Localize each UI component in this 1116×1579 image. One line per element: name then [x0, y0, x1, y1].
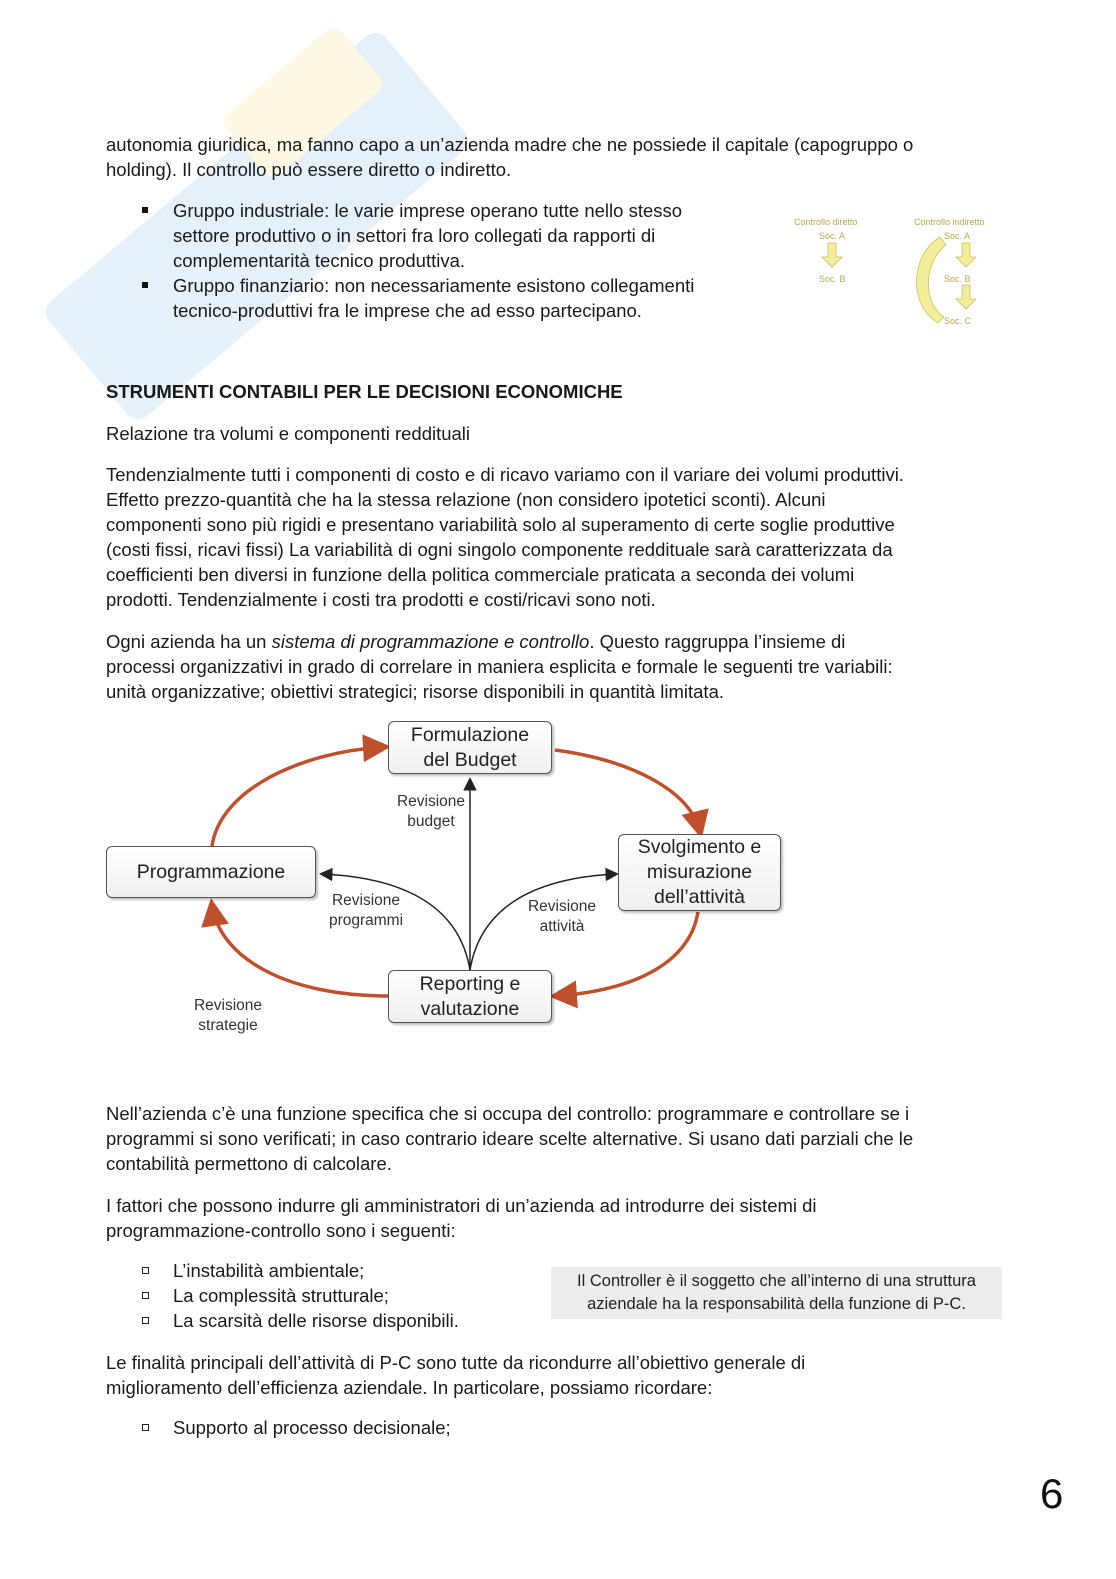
para5-line-1: Le finalità principali dell’attività di P-C sono tutte da ricondurre all’obiettivo generale di	[106, 1352, 806, 1373]
para2-line-3: unità organizzative; obiettivi strategici; risorse disponibili in quantità limitata.	[106, 681, 724, 702]
aims-list	[106, 1415, 706, 1440]
reporting-box: Reporting e valutazione	[388, 970, 552, 1023]
indirect-soc-b: Soc. B	[944, 274, 971, 284]
control-arrows	[790, 225, 1010, 335]
list-item: Gruppo industriale: le varie imprese operano tutte nello stesso settore produttivo o in settori fra loro collegati da rapporti di complementarità tecnico produttiva.	[106, 198, 766, 273]
indirect-soc-c: Soc. C	[944, 316, 972, 326]
direct-soc-a: Soc. A	[819, 231, 846, 241]
para1-line-3: componenti sono più rigidi e presentano variabilità solo al superamento di certe soglie produttive	[106, 514, 895, 535]
label-revisione-strategie: Revisione strategie	[193, 997, 263, 1034]
para1-line-1: Tendenzialmente tutti i componenti di costo e di ricavo variamo con il variare dei volumi produttivi.	[106, 464, 904, 485]
programmazione-box: Programmazione	[106, 846, 316, 898]
label-revisione-budget: Revisione budget	[396, 793, 466, 830]
direct-control-title: Controllo diretto	[794, 217, 858, 227]
intro-line-1: autonomia giuridica, ma fanno capo a un’azienda madre che ne possiede il capitale (capogruppo o	[106, 134, 914, 155]
indirect-control-title: Controllo indiretto	[914, 217, 985, 227]
list-item: Gruppo finanziario: non necessariamente esistono collegamenti tecnico-produttivi fra le imprese che ad esso partecipano.	[106, 273, 766, 323]
para2-line-2: processi organizzativi in grado di correlare in maniera esplicita e formale le seguenti tre variabili:	[106, 656, 893, 677]
section-heading: STRUMENTI CONTABILI PER LE DECISIONI ECONOMICHE	[106, 381, 623, 402]
budget-box: Formulazione del Budget	[388, 721, 552, 774]
label-revisione-attivita: Revisione attività	[527, 898, 597, 935]
group-list	[106, 198, 766, 323]
subheading: Relazione tra volumi e componenti reddituali	[106, 423, 471, 444]
factors-list	[106, 1258, 546, 1333]
arc-budget-svolg	[555, 750, 700, 832]
para3-line-1: Nell’azienda c’è una funzione specifica che si occupa del controllo: programmare e controllare se i	[106, 1103, 910, 1124]
para3-line-2: programmi si sono verificati; in caso contrario ideare scelte alternative. Si usano dati parziali che le	[106, 1128, 914, 1149]
para1-line-5: coefficienti ben diversi in funzione della politica commerciale praticata a seconda dei volumi	[106, 564, 855, 585]
controller-note: Il Controller è il soggetto che all’interno di una struttura aziendale ha la responsabilità della funzione di P-C.	[551, 1267, 1002, 1319]
para4-line-2: programmazione-controllo sono i seguenti:	[106, 1220, 456, 1241]
para5-line-2: miglioramento dell’efficienza aziendale. In particolare, possiamo ricordare:	[106, 1377, 713, 1398]
list-item: La scarsità delle risorse disponibili.	[106, 1308, 546, 1333]
list-item: Supporto al processo decisionale;	[106, 1415, 706, 1440]
svolgimento-box: Svolgimento e misurazione dell’attività	[618, 834, 781, 911]
page-number: 6	[1040, 1470, 1064, 1517]
para2-line-1: Ogni azienda ha un sistema di programmazione e controllo. Questo raggruppa l’insieme di	[106, 631, 846, 652]
para1-line-4: (costi fissi, ricavi fissi) La variabilità di ogni singolo componente reddituale sarà caratterizzata da	[106, 539, 893, 560]
intro-line-2: holding). Il controllo può essere diretto o indiretto.	[106, 159, 512, 180]
arc-prog-budget	[212, 747, 384, 846]
term-italic: sistema di programmazione e controllo	[271, 631, 590, 652]
direct-soc-b: Soc. B	[819, 274, 846, 284]
para1-line-2: Effetto prezzo-quantità che ha la stessa relazione (non considero ipotetici sconti). Alcuni	[106, 489, 826, 510]
para1-line-6: prodotti. Tendenzialmente i costi tra prodotti e costi/ricavi sono noti.	[106, 589, 656, 610]
para3-line-3: contabilità permettono di calcolare.	[106, 1153, 392, 1174]
para4-line-1: I fattori che possono indurre gli amministratori di un’azienda ad introdurre dei sistemi di	[106, 1195, 817, 1216]
label-revisione-programmi: Revisione programmi	[328, 892, 404, 929]
list-item: La complessità strutturale;	[106, 1283, 546, 1308]
list-item: L’instabilità ambientale;	[106, 1258, 546, 1283]
indirect-soc-a: Soc. A	[944, 231, 971, 241]
